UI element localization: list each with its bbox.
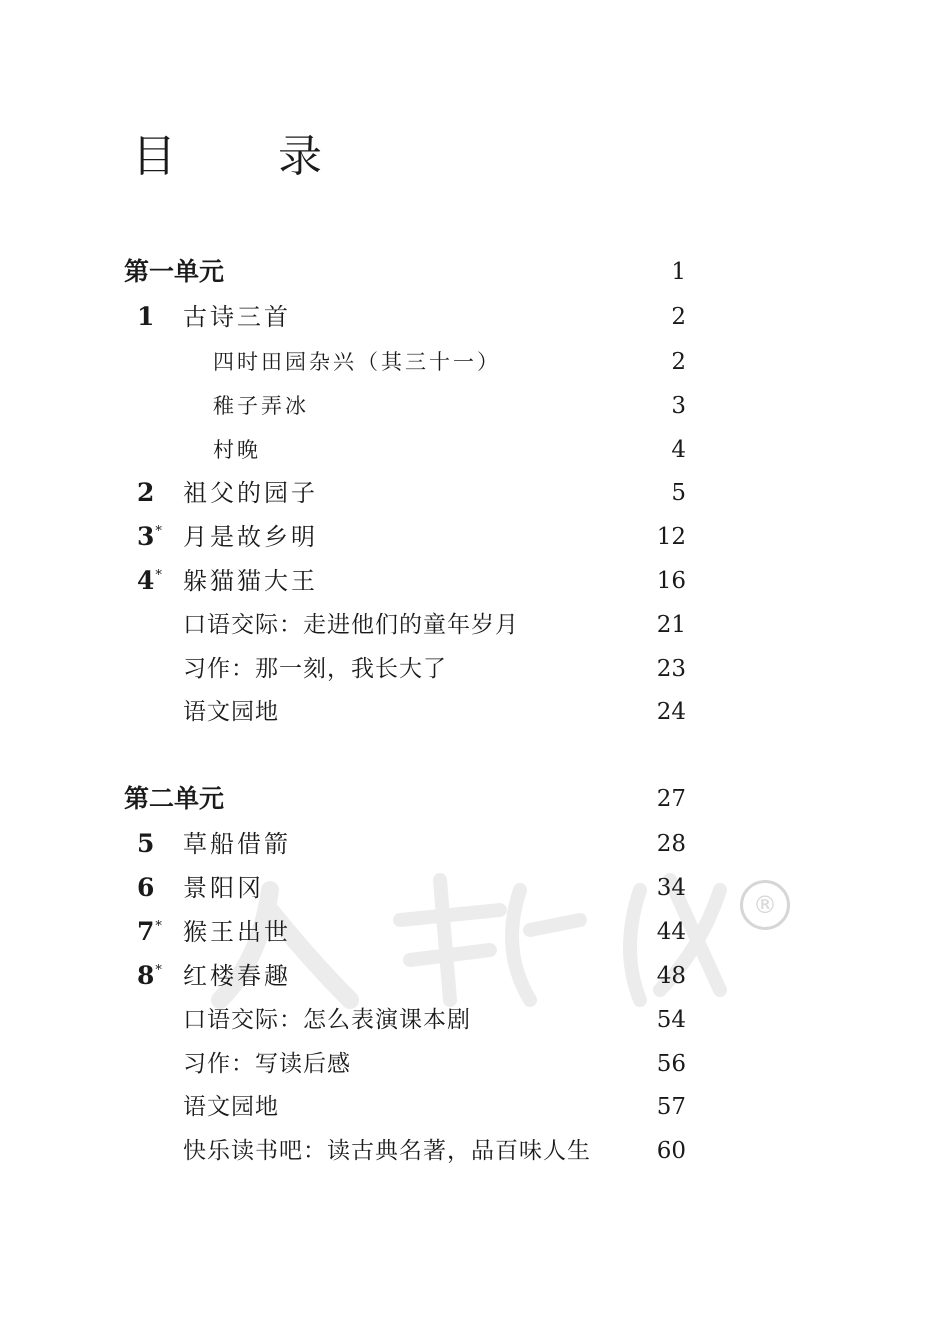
toc-entry: [183, 297, 650, 337]
entry-title: 习作：那一刻，我长大了: [183, 656, 447, 682]
lesson-number: [137, 561, 162, 606]
dot-leader: [283, 1087, 646, 1127]
dot-leader: [322, 473, 646, 513]
optional-lesson-star: *: [155, 568, 162, 583]
optional-lesson-star: *: [155, 963, 162, 978]
toc-entry: [213, 342, 650, 382]
toc-entry: [183, 1087, 650, 1127]
optional-lesson-star: *: [155, 919, 162, 934]
dot-leader: [475, 1000, 646, 1040]
lesson-number-text: 4: [137, 566, 155, 595]
toc-entry-row[interactable]: [0, 649, 950, 689]
toc-entry-row[interactable]: [0, 561, 950, 601]
entry-title: 快乐读书吧：读古典名著，品百味人生: [183, 1138, 591, 1164]
dot-leader: [228, 252, 646, 292]
toc-entry-row[interactable]: [0, 605, 950, 645]
dot-leader: [295, 297, 646, 337]
dot-leader: [355, 1044, 646, 1084]
toc-entry-row[interactable]: [0, 868, 950, 908]
toc-entry-row[interactable]: [0, 912, 950, 952]
toc-unit-row[interactable]: [0, 779, 950, 819]
page-title: 目 录: [132, 131, 366, 183]
dot-leader: [322, 561, 646, 601]
page-number: 4: [671, 437, 686, 463]
toc-entry: [183, 473, 650, 513]
entry-title: 语文园地: [183, 699, 279, 725]
toc-entry: [183, 1044, 650, 1084]
dot-leader: [451, 649, 646, 689]
entry-title: 草船借箭: [183, 830, 291, 858]
page-number: 21: [656, 612, 686, 638]
lesson-number: [137, 912, 162, 957]
page-number: 1: [671, 259, 686, 285]
page-number: 5: [671, 480, 686, 506]
dot-leader: [265, 430, 646, 470]
lesson-number: [137, 824, 154, 864]
toc-entry: [183, 868, 650, 908]
toc-entry: [183, 649, 650, 689]
lesson-number-text: 2: [137, 478, 155, 507]
lesson-number: [137, 297, 154, 337]
toc-entry: [124, 252, 650, 292]
dot-leader: [268, 868, 646, 908]
toc-entry: [213, 430, 650, 470]
page-number: 34: [656, 875, 686, 901]
lesson-number-text: 7: [137, 917, 155, 946]
page-number: 60: [656, 1138, 686, 1164]
lesson-number-text: 3: [137, 522, 155, 551]
lesson-number: [137, 956, 162, 1001]
entry-title: 口语交际：走进他们的童年岁月: [183, 612, 519, 638]
toc-unit-row[interactable]: [0, 252, 950, 292]
dot-leader: [523, 605, 646, 645]
entry-title: 习作：写读后感: [183, 1051, 351, 1077]
lesson-number-text: 6: [137, 873, 155, 902]
page-number: 2: [671, 304, 686, 330]
page-number: 57: [656, 1094, 686, 1120]
entry-title: 古诗三首: [183, 303, 291, 331]
entry-title: 稚子弄冰: [213, 394, 309, 418]
dot-leader: [595, 1131, 646, 1171]
toc-entry-row[interactable]: [0, 1000, 950, 1040]
toc-entry-row[interactable]: [0, 473, 950, 513]
toc-entry-row[interactable]: [0, 956, 950, 996]
unit-title: 第一单元: [124, 257, 225, 286]
toc-entry: [183, 912, 650, 952]
toc-entry: [183, 824, 650, 864]
toc-entry: [183, 692, 650, 732]
toc-entry: [183, 1000, 650, 1040]
page-number: 2: [671, 349, 686, 375]
toc-entry: [183, 517, 650, 557]
toc-entry-row[interactable]: [0, 517, 950, 557]
page-number: 27: [656, 786, 686, 812]
page-number: 56: [656, 1051, 686, 1077]
registered-mark: ®: [740, 880, 790, 930]
toc-entry-row[interactable]: [0, 692, 950, 732]
page-number: 44: [656, 919, 686, 945]
entry-title: 祖父的园子: [183, 479, 318, 507]
page-number: 23: [656, 656, 686, 682]
entry-title: 红楼春趣: [183, 962, 291, 990]
lesson-number: [137, 473, 154, 513]
dot-leader: [228, 779, 646, 819]
page-number: 48: [656, 963, 686, 989]
page-number: 3: [671, 393, 686, 419]
dot-leader: [295, 824, 646, 864]
toc-entry-row[interactable]: [0, 824, 950, 864]
lesson-number-text: 8: [137, 961, 155, 990]
dot-leader: [283, 692, 646, 732]
entry-title: 景阳冈: [183, 874, 264, 902]
dot-leader: [313, 386, 646, 426]
entry-title: 语文园地: [183, 1094, 279, 1120]
toc-entry: [124, 779, 650, 819]
toc-entry: [183, 561, 650, 601]
toc-entry-row[interactable]: [0, 297, 950, 337]
entry-title: 月是故乡明: [183, 523, 318, 551]
toc-entry: [183, 605, 650, 645]
toc-entry-row[interactable]: [0, 386, 950, 426]
page-number: 28: [656, 831, 686, 857]
toc-entry: [183, 956, 650, 996]
entry-title: 猴王出世: [183, 918, 291, 946]
dot-leader: [295, 956, 646, 996]
entry-title: 四时田园杂兴（其三十一）: [213, 350, 501, 374]
page-number: 16: [656, 568, 686, 594]
page-number: 12: [656, 524, 686, 550]
page-number: 54: [656, 1007, 686, 1033]
entry-title: 口语交际：怎么表演课本剧: [183, 1007, 471, 1033]
toc-entry: [213, 386, 650, 426]
toc-entry-row[interactable]: [0, 1087, 950, 1127]
lesson-number-text: 5: [137, 829, 155, 858]
toc-entry-row[interactable]: [0, 1044, 950, 1084]
lesson-number: [137, 517, 162, 562]
dot-leader: [322, 517, 646, 557]
toc-entry-row[interactable]: [0, 430, 950, 470]
lesson-number: [137, 868, 154, 908]
entry-title: 村晚: [213, 438, 261, 462]
unit-title: 第二单元: [124, 784, 225, 813]
lesson-number-text: 1: [137, 302, 155, 331]
optional-lesson-star: *: [155, 524, 162, 539]
page-number: 24: [656, 699, 686, 725]
entry-title: 躲猫猫大王: [183, 567, 318, 595]
toc-entry-row[interactable]: [0, 1131, 950, 1171]
dot-leader: [295, 912, 646, 952]
toc-entry-row[interactable]: [0, 342, 950, 382]
toc-entry: [183, 1131, 650, 1171]
dot-leader: [505, 342, 646, 382]
